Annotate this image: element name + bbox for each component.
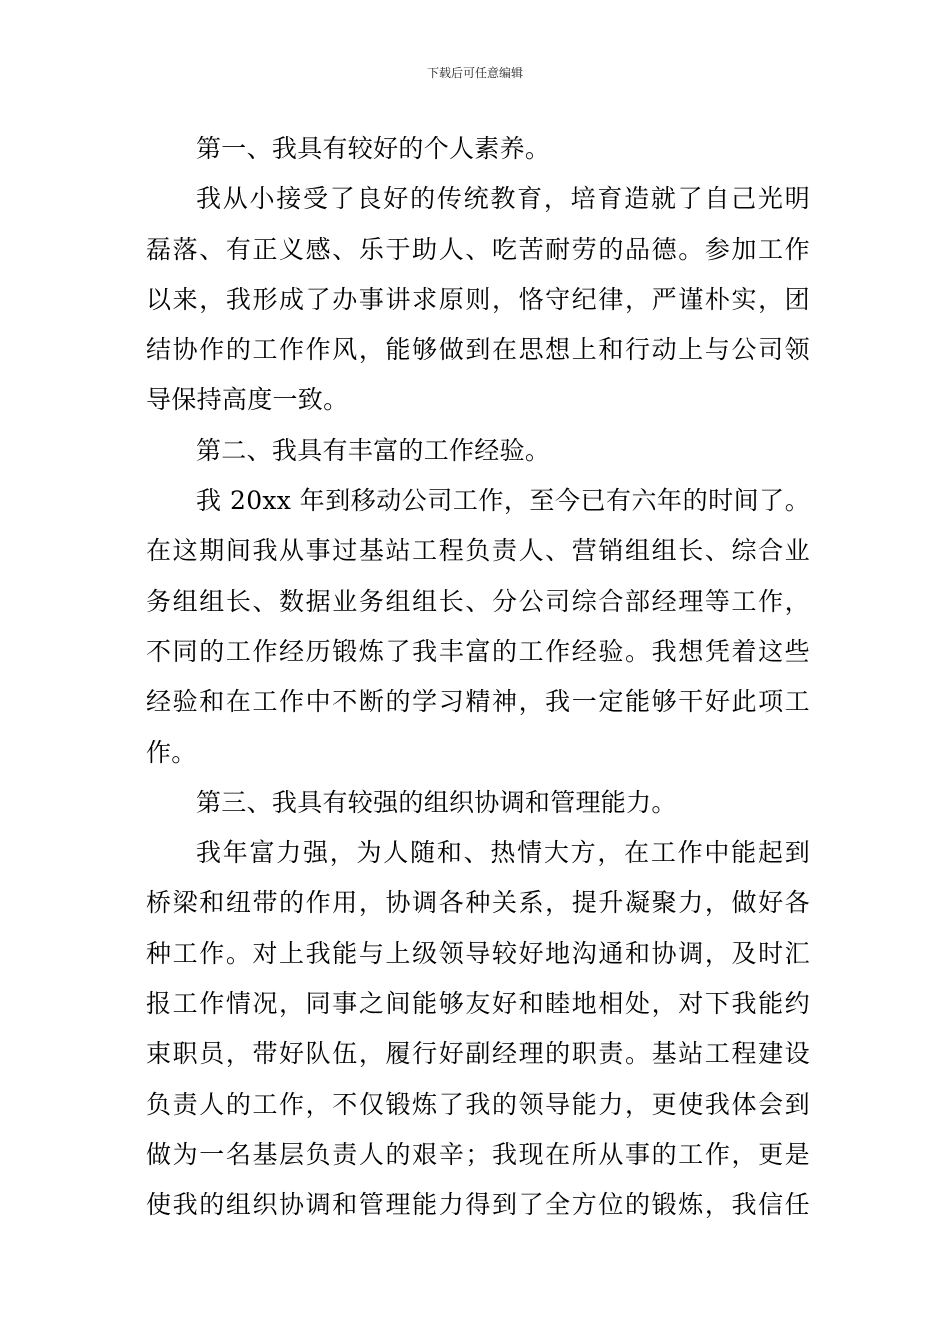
text-line: 务组组长、数据业务组组长、分公司综合部经理等工作， — [146, 586, 810, 616]
paragraph-heading-2: 第二、我具有丰富的工作经验。 — [196, 435, 551, 465]
text-line: 我年富力强，为人随和、热情大方，在工作中能起到 — [196, 838, 810, 868]
text-line: 在这期间我从事过基站工程负责人、营销组组长、综合业 — [146, 536, 810, 566]
page-header-note: 下载后可任意编辑 — [426, 66, 523, 80]
paragraph-heading-3: 第三、我具有较强的组织协调和管理能力。 — [196, 787, 677, 817]
paragraph-heading-1: 第一、我具有较好的个人素养。 — [196, 134, 551, 163]
text-line: 不同的工作经历锻炼了我丰富的工作经验。我想凭着这些 — [146, 636, 810, 666]
text-line: 种工作。对上我能与上级领导较好地沟通和协调，及时汇 — [146, 938, 810, 968]
text-line: 束职员，带好队伍，履行好副经理的职责。基站工程建设 — [146, 1039, 810, 1069]
text-line: 导保持高度一致。 — [146, 385, 349, 415]
text-line: 作。 — [146, 737, 197, 767]
text-line: 做为一名基层负责人的艰辛；我现在所从事的工作，更是 — [146, 1139, 810, 1169]
text-line: 经验和在工作中不断的学习精神，我一定能够干好此项工 — [146, 687, 810, 717]
text-line: 以来，我形成了办事讲求原则，恪守纪律，严谨朴实，团 — [146, 284, 810, 314]
text-line: 我从小接受了良好的传统教育，培育造就了自己光明 — [196, 184, 810, 214]
text-line: 负责人的工作，不仅锻炼了我的领导能力，更使我体会到 — [146, 1089, 810, 1119]
document-body — [146, 124, 810, 1231]
text-line: 我 20xx 年到移动公司工作，至今已有六年的时间了。 — [196, 486, 810, 516]
text-line: 结协作的工作作风，能够做到在思想上和行动上与公司领 — [146, 335, 810, 365]
text-line: 使我的组织协调和管理能力得到了全方位的锻炼，我信任 — [146, 1190, 810, 1220]
text-line: 桥梁和纽带的作用，协调各种关系，提升凝聚力，做好各 — [146, 888, 810, 918]
text-line: 报工作情况，同事之间能够友好和睦地相处，对下我能约 — [146, 989, 810, 1019]
text-line: 磊落、有正义感、乐于助人、吃苦耐劳的品德。参加工作 — [146, 234, 810, 264]
